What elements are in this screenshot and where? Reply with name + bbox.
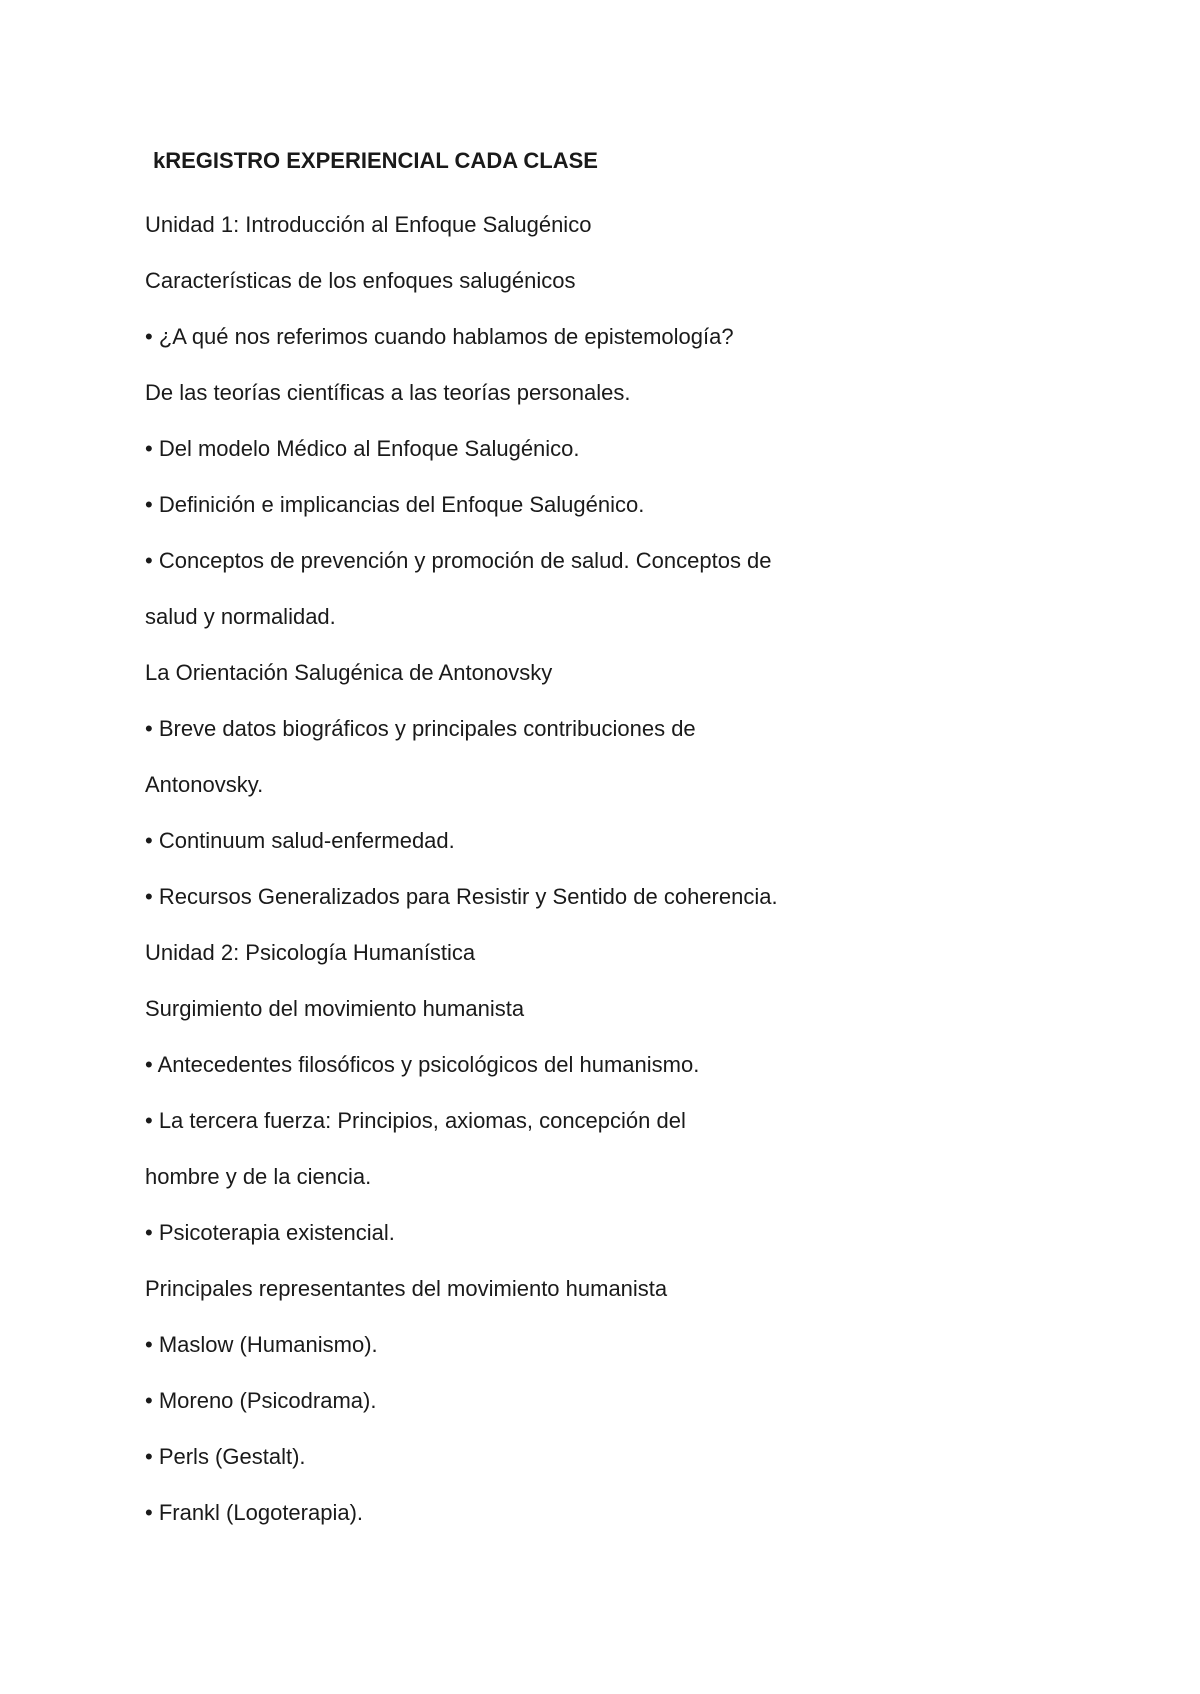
text-line: • Perls (Gestalt). bbox=[145, 1444, 306, 1469]
text-line: Antonovsky. bbox=[145, 772, 264, 797]
text-line: La Orientación Salugénica de Antonovsky bbox=[145, 660, 553, 685]
text-line: De las teorías científicas a las teorías personales. bbox=[145, 380, 631, 405]
text-line: • Frankl (Logoterapia). bbox=[145, 1500, 364, 1525]
text-line: • Del modelo Médico al Enfoque Salugénico. bbox=[145, 436, 580, 461]
text-line: • Antecedentes filosóficos y psicológicos del humanismo. bbox=[145, 1052, 700, 1077]
document-body bbox=[145, 143, 1045, 1541]
text-line: Unidad 1: Introducción al Enfoque Salugénico bbox=[145, 212, 592, 237]
text-line: • Recursos Generalizados para Resistir y Sentido de coherencia. bbox=[145, 884, 778, 909]
document-title: kREGISTRO EXPERIENCIAL CADA CLASE bbox=[153, 148, 598, 173]
text-line: • Conceptos de prevención y promoción de salud. Conceptos de bbox=[145, 548, 772, 573]
text-line: Unidad 2: Psicología Humanística bbox=[145, 940, 476, 965]
text-line: • Moreno (Psicodrama). bbox=[145, 1388, 377, 1413]
text-line: Principales representantes del movimiento humanista bbox=[145, 1276, 668, 1301]
text-line: salud y normalidad. bbox=[145, 604, 336, 629]
text-line: Surgimiento del movimiento humanista bbox=[145, 996, 525, 1021]
text-line: Características de los enfoques salugénicos bbox=[145, 268, 576, 293]
text-line: • Maslow (Humanismo). bbox=[145, 1332, 378, 1357]
text-line: hombre y de la ciencia. bbox=[145, 1164, 372, 1189]
text-line: • Breve datos biográficos y principales contribuciones de bbox=[145, 716, 696, 741]
text-line: • Definición e implicancias del Enfoque Salugénico. bbox=[145, 492, 645, 517]
text-line: • La tercera fuerza: Principios, axiomas, concepción del bbox=[145, 1108, 686, 1133]
text-line: • ¿A qué nos referimos cuando hablamos de epistemología? bbox=[145, 324, 734, 349]
text-line: • Psicoterapia existencial. bbox=[145, 1220, 395, 1245]
text-line: • Continuum salud-enfermedad. bbox=[145, 828, 455, 853]
